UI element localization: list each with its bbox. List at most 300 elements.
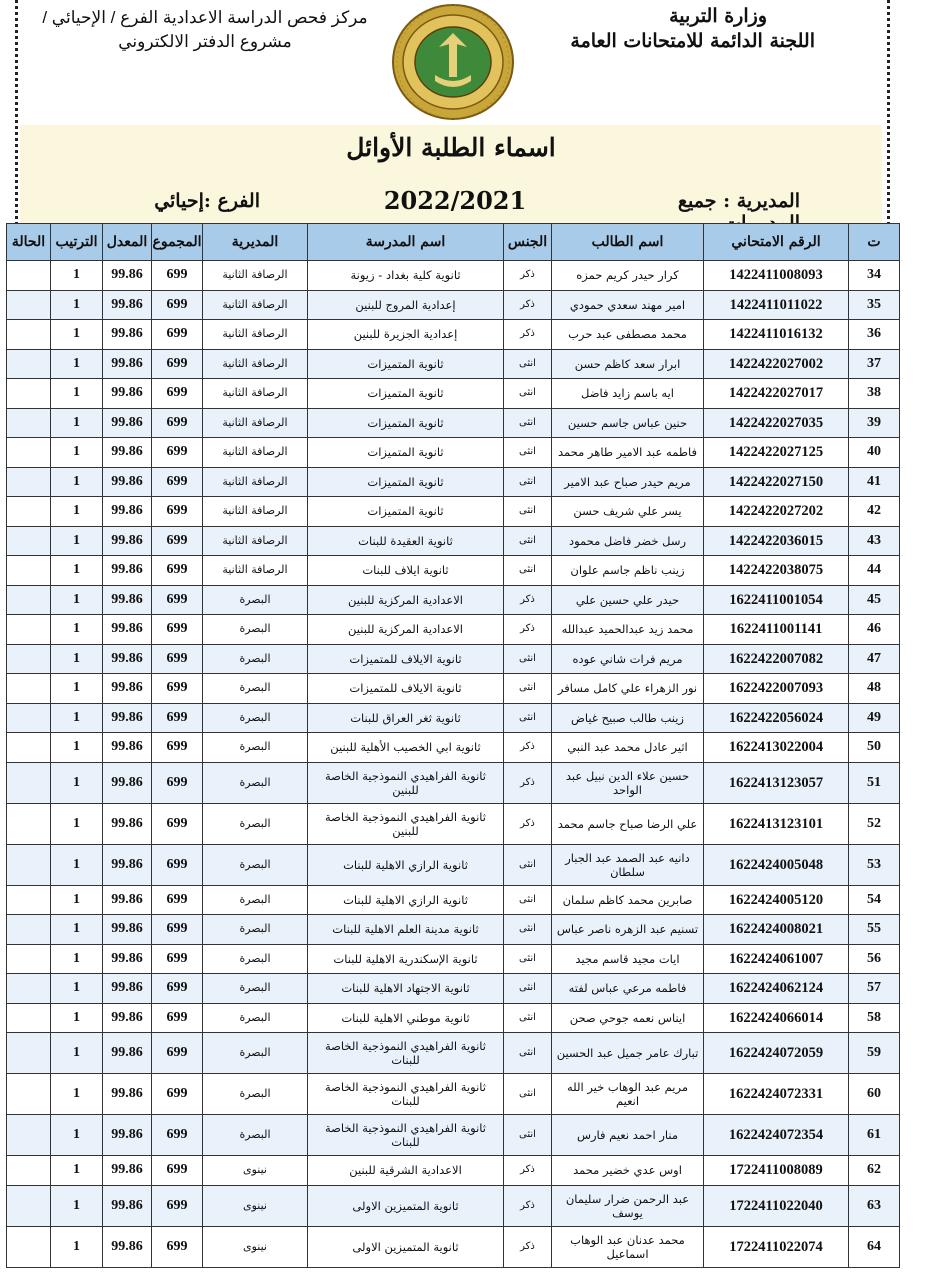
table-row xyxy=(7,1226,900,1267)
header-directorate: المديرية xyxy=(203,224,308,261)
table-row xyxy=(7,497,900,527)
school-cell: ثانوية المتميزات xyxy=(308,379,504,409)
table-row xyxy=(7,944,900,974)
total-cell: 699 xyxy=(152,615,203,645)
table-row xyxy=(7,1156,900,1186)
exam-number-cell: 1622424005048 xyxy=(704,844,849,885)
sex-cell: انثى xyxy=(504,349,552,379)
status-cell xyxy=(7,408,51,438)
table-row xyxy=(7,585,900,615)
average-cell: 99.86 xyxy=(103,585,152,615)
rank-cell: 1 xyxy=(51,615,103,645)
seq-cell: 37 xyxy=(849,349,900,379)
rank-cell: 1 xyxy=(51,320,103,350)
exam-number-cell: 1622424072354 xyxy=(704,1115,849,1156)
status-cell xyxy=(7,674,51,704)
center-line-1: مركز فحص الدراسة الاعدادية الفرع / الإحيائي / xyxy=(42,8,368,27)
average-cell: 99.86 xyxy=(103,349,152,379)
table-row xyxy=(7,467,900,497)
table-row xyxy=(7,844,900,885)
school-cell: ثانوية الفراهيدي النموذجية الخاصة للبنات xyxy=(308,1074,504,1115)
seq-cell: 50 xyxy=(849,733,900,763)
directorate-cell: البصرة xyxy=(203,885,308,915)
school-cell: ثانوية ثغر العراق للبنات xyxy=(308,703,504,733)
seq-cell: 38 xyxy=(849,379,900,409)
header-sex: الجنس xyxy=(504,224,552,261)
ministry-name: وزارة التربية xyxy=(669,5,767,27)
table-row xyxy=(7,290,900,320)
total-cell: 699 xyxy=(152,674,203,704)
sex-cell: انثى xyxy=(504,1033,552,1074)
rank-cell: 1 xyxy=(51,438,103,468)
average-cell: 99.86 xyxy=(103,290,152,320)
directorate-cell: الرصافة الثانية xyxy=(203,349,308,379)
directorate-cell: البصرة xyxy=(203,803,308,844)
center-line-2: مشروع الدفتر الالكتروني xyxy=(118,32,292,51)
total-cell: 699 xyxy=(152,526,203,556)
sex-cell: ذكر xyxy=(504,1156,552,1186)
status-cell xyxy=(7,467,51,497)
status-cell xyxy=(7,526,51,556)
average-cell: 99.86 xyxy=(103,885,152,915)
status-cell xyxy=(7,320,51,350)
rank-cell: 1 xyxy=(51,803,103,844)
student-name-cell: عبد الرحمن ضرار سليمان يوسف xyxy=(552,1185,704,1226)
student-name-cell: رسل خضر فاضل محمود xyxy=(552,526,704,556)
status-cell xyxy=(7,349,51,379)
student-name-cell: اوس عدي خضير محمد xyxy=(552,1156,704,1186)
school-cell: ثانوية ابي الخصيب الأهلية للبنين xyxy=(308,733,504,763)
exam-number-cell: 1722411008089 xyxy=(704,1156,849,1186)
total-cell: 699 xyxy=(152,438,203,468)
sex-cell: انثى xyxy=(504,703,552,733)
average-cell: 99.86 xyxy=(103,844,152,885)
average-cell: 99.86 xyxy=(103,497,152,527)
sex-cell: ذكر xyxy=(504,1185,552,1226)
status-cell xyxy=(7,379,51,409)
directorate-cell: الرصافة الثانية xyxy=(203,467,308,497)
seq-cell: 63 xyxy=(849,1185,900,1226)
seq-cell: 34 xyxy=(849,261,900,291)
student-name-cell: صابرين محمد كاظم سلمان xyxy=(552,885,704,915)
seq-cell: 54 xyxy=(849,885,900,915)
status-cell xyxy=(7,1156,51,1186)
directorate-cell: الرصافة الثانية xyxy=(203,438,308,468)
rank-cell: 1 xyxy=(51,497,103,527)
header-seq: ت xyxy=(849,224,900,261)
ministry-header xyxy=(555,4,815,54)
header-total: المجموع xyxy=(152,224,203,261)
directorate-cell: الرصافة الثانية xyxy=(203,408,308,438)
status-cell xyxy=(7,1185,51,1226)
table-row xyxy=(7,438,900,468)
rank-cell: 1 xyxy=(51,349,103,379)
average-cell: 99.86 xyxy=(103,1185,152,1226)
student-name-cell: زينب ناظم جاسم علوان xyxy=(552,556,704,586)
table-row xyxy=(7,915,900,945)
rank-cell: 1 xyxy=(51,379,103,409)
sex-cell: انثى xyxy=(504,408,552,438)
rank-cell: 1 xyxy=(51,703,103,733)
table-row xyxy=(7,644,900,674)
status-cell xyxy=(7,497,51,527)
table-row xyxy=(7,703,900,733)
average-cell: 99.86 xyxy=(103,556,152,586)
sex-cell: ذكر xyxy=(504,585,552,615)
average-cell: 99.86 xyxy=(103,1226,152,1267)
sex-cell: انثى xyxy=(504,644,552,674)
school-cell: ثانوية الفراهيدي النموذجية الخاصة للبنين xyxy=(308,762,504,803)
average-cell: 99.86 xyxy=(103,915,152,945)
rank-cell: 1 xyxy=(51,556,103,586)
directorate-cell: البصرة xyxy=(203,1115,308,1156)
total-cell: 699 xyxy=(152,703,203,733)
average-cell: 99.86 xyxy=(103,1074,152,1115)
total-cell: 699 xyxy=(152,497,203,527)
academic-year: 2022/2021 xyxy=(383,186,527,215)
school-cell: ثانوية الإسكندرية الاهلية للبنات xyxy=(308,944,504,974)
directorate-cell: البصرة xyxy=(203,1033,308,1074)
average-cell: 99.86 xyxy=(103,944,152,974)
student-name-cell: كرار حيدر كريم حمزه xyxy=(552,261,704,291)
seq-cell: 46 xyxy=(849,615,900,645)
exam-number-cell: 1622413123101 xyxy=(704,803,849,844)
total-cell: 699 xyxy=(152,1185,203,1226)
sex-cell: ذكر xyxy=(504,762,552,803)
exam-number-cell: 1622424072331 xyxy=(704,1074,849,1115)
school-cell: الاعدادية المركزية للبنين xyxy=(308,585,504,615)
rank-cell: 1 xyxy=(51,1185,103,1226)
total-cell: 699 xyxy=(152,379,203,409)
total-cell: 699 xyxy=(152,1003,203,1033)
status-cell xyxy=(7,261,51,291)
page-title: اسماء الطلبة الأوائل xyxy=(346,133,556,162)
exam-number-cell: 1422422027017 xyxy=(704,379,849,409)
exam-number-cell: 1422422027002 xyxy=(704,349,849,379)
directorate-cell: البصرة xyxy=(203,944,308,974)
average-cell: 99.86 xyxy=(103,1156,152,1186)
total-cell: 699 xyxy=(152,261,203,291)
seq-cell: 35 xyxy=(849,290,900,320)
total-cell: 699 xyxy=(152,349,203,379)
average-cell: 99.86 xyxy=(103,762,152,803)
average-cell: 99.86 xyxy=(103,320,152,350)
exam-number-cell: 1622424061007 xyxy=(704,944,849,974)
directorate-cell: البصرة xyxy=(203,915,308,945)
table-row xyxy=(7,674,900,704)
exam-number-cell: 1622424008021 xyxy=(704,915,849,945)
average-cell: 99.86 xyxy=(103,615,152,645)
rank-cell: 1 xyxy=(51,408,103,438)
exam-number-cell: 1422422027125 xyxy=(704,438,849,468)
school-cell: ثانوية المتميزات xyxy=(308,467,504,497)
student-name-cell: فاطمه عبد الامير طاهر محمد xyxy=(552,438,704,468)
exam-number-cell: 1622422056024 xyxy=(704,703,849,733)
seq-cell: 59 xyxy=(849,1033,900,1074)
header-average: المعدل xyxy=(103,224,152,261)
directorate-cell: نينوى xyxy=(203,1226,308,1267)
student-name-cell: حنين عباس جاسم حسين xyxy=(552,408,704,438)
sex-cell: ذكر xyxy=(504,803,552,844)
exam-number-cell: 1622411001054 xyxy=(704,585,849,615)
school-cell: ثانوية الفراهيدي النموذجية الخاصة للبنات xyxy=(308,1115,504,1156)
total-cell: 699 xyxy=(152,1156,203,1186)
student-name-cell: دانيه عبد الصمد عبد الجبار سلطان xyxy=(552,844,704,885)
seq-cell: 61 xyxy=(849,1115,900,1156)
student-name-cell: تبارك عامر جميل عبد الحسين xyxy=(552,1033,704,1074)
branch-label: الفرع :إحيائي xyxy=(154,190,260,212)
status-cell xyxy=(7,615,51,645)
exam-number-cell: 1422422038075 xyxy=(704,556,849,586)
average-cell: 99.86 xyxy=(103,674,152,704)
total-cell: 699 xyxy=(152,885,203,915)
status-cell xyxy=(7,1033,51,1074)
seq-cell: 36 xyxy=(849,320,900,350)
exam-number-cell: 1622411001141 xyxy=(704,615,849,645)
total-cell: 699 xyxy=(152,467,203,497)
school-cell: ثانوية المتميزات xyxy=(308,497,504,527)
total-cell: 699 xyxy=(152,644,203,674)
status-cell xyxy=(7,290,51,320)
seq-cell: 47 xyxy=(849,644,900,674)
status-cell xyxy=(7,974,51,1004)
rank-cell: 1 xyxy=(51,467,103,497)
status-cell xyxy=(7,438,51,468)
table-row xyxy=(7,974,900,1004)
status-cell xyxy=(7,556,51,586)
sex-cell: انثى xyxy=(504,526,552,556)
school-cell: الاعدادية المركزية للبنين xyxy=(308,615,504,645)
average-cell: 99.86 xyxy=(103,1003,152,1033)
exam-number-cell: 1622413123057 xyxy=(704,762,849,803)
total-cell: 699 xyxy=(152,762,203,803)
rank-cell: 1 xyxy=(51,674,103,704)
bottom-margin xyxy=(0,1272,925,1280)
status-cell xyxy=(7,762,51,803)
directorate-cell: البصرة xyxy=(203,644,308,674)
school-cell: ثانوية الرازي الاهلية للبنات xyxy=(308,885,504,915)
directorate-cell: الرصافة الثانية xyxy=(203,497,308,527)
total-cell: 699 xyxy=(152,974,203,1004)
rank-cell: 1 xyxy=(51,762,103,803)
rank-cell: 1 xyxy=(51,844,103,885)
sex-cell: انثى xyxy=(504,1115,552,1156)
status-cell xyxy=(7,1074,51,1115)
sex-cell: انثى xyxy=(504,1003,552,1033)
school-cell: الاعدادية الشرقية للبنين xyxy=(308,1156,504,1186)
table-row xyxy=(7,1033,900,1074)
school-cell: ثانوية العقيدة للبنات xyxy=(308,526,504,556)
sex-cell: ذكر xyxy=(504,261,552,291)
total-cell: 699 xyxy=(152,915,203,945)
average-cell: 99.86 xyxy=(103,803,152,844)
student-name-cell: ايات مجيد قاسم مجيد xyxy=(552,944,704,974)
status-cell xyxy=(7,803,51,844)
directorate-cell: الرصافة الثانية xyxy=(203,556,308,586)
header-name: اسم الطالب xyxy=(552,224,704,261)
table-row xyxy=(7,762,900,803)
status-cell xyxy=(7,703,51,733)
school-cell: ثانوية الفراهيدي النموذجية الخاصة للبنات xyxy=(308,1033,504,1074)
total-cell: 699 xyxy=(152,585,203,615)
average-cell: 99.86 xyxy=(103,408,152,438)
seq-cell: 62 xyxy=(849,1156,900,1186)
total-cell: 699 xyxy=(152,320,203,350)
average-cell: 99.86 xyxy=(103,467,152,497)
sex-cell: ذكر xyxy=(504,615,552,645)
student-name-cell: مريم فرات شاني عوده xyxy=(552,644,704,674)
total-cell: 699 xyxy=(152,290,203,320)
seq-cell: 58 xyxy=(849,1003,900,1033)
directorate-cell: نينوى xyxy=(203,1185,308,1226)
status-cell xyxy=(7,1115,51,1156)
directorate-cell: الرصافة الثانية xyxy=(203,379,308,409)
sex-cell: انثى xyxy=(504,467,552,497)
student-name-cell: حسين علاء الدين نبيل عبد الواحد xyxy=(552,762,704,803)
sex-cell: انثى xyxy=(504,844,552,885)
seq-cell: 42 xyxy=(849,497,900,527)
header-exam-no: الرقم الامتحاني xyxy=(704,224,849,261)
table-header-row xyxy=(7,224,900,261)
table-row xyxy=(7,349,900,379)
exam-number-cell: 1622422007082 xyxy=(704,644,849,674)
total-cell: 699 xyxy=(152,1226,203,1267)
status-cell xyxy=(7,915,51,945)
rank-cell: 1 xyxy=(51,1226,103,1267)
directorate-label: المديرية : جميع xyxy=(677,190,800,212)
top-students-table xyxy=(6,223,900,1268)
table-row xyxy=(7,803,900,844)
status-cell xyxy=(7,944,51,974)
total-cell: 699 xyxy=(152,408,203,438)
sex-cell: انثى xyxy=(504,915,552,945)
average-cell: 99.86 xyxy=(103,644,152,674)
school-cell: ثانوية المتميزين الاولى xyxy=(308,1226,504,1267)
student-name-cell: ابرار سعد كاظم حسن xyxy=(552,349,704,379)
total-cell: 699 xyxy=(152,803,203,844)
directorate-cell: البصرة xyxy=(203,1074,308,1115)
rank-cell: 1 xyxy=(51,944,103,974)
sex-cell: انثى xyxy=(504,674,552,704)
table-row xyxy=(7,1115,900,1156)
seq-cell: 41 xyxy=(849,467,900,497)
exam-number-cell: 1622413022004 xyxy=(704,733,849,763)
seq-cell: 60 xyxy=(849,1074,900,1115)
average-cell: 99.86 xyxy=(103,974,152,1004)
exam-number-cell: 1422411011022 xyxy=(704,290,849,320)
right-dotted-border xyxy=(887,0,890,225)
average-cell: 99.86 xyxy=(103,438,152,468)
exam-number-cell: 1422411016132 xyxy=(704,320,849,350)
directorate-cell: الرصافة الثانية xyxy=(203,526,308,556)
student-name-cell: يسر علي شريف حسن xyxy=(552,497,704,527)
exam-number-cell: 1722411022074 xyxy=(704,1226,849,1267)
average-cell: 99.86 xyxy=(103,703,152,733)
school-cell: ثانوية موطني الاهلية للبنات xyxy=(308,1003,504,1033)
average-cell: 99.86 xyxy=(103,379,152,409)
seq-cell: 39 xyxy=(849,408,900,438)
total-cell: 699 xyxy=(152,556,203,586)
exam-number-cell: 1422422027202 xyxy=(704,497,849,527)
average-cell: 99.86 xyxy=(103,526,152,556)
table-row xyxy=(7,526,900,556)
seq-cell: 43 xyxy=(849,526,900,556)
rank-cell: 1 xyxy=(51,644,103,674)
school-cell: ثانوية ايلاف للبنات xyxy=(308,556,504,586)
seq-cell: 56 xyxy=(849,944,900,974)
average-cell: 99.86 xyxy=(103,1115,152,1156)
seq-cell: 64 xyxy=(849,1226,900,1267)
rank-cell: 1 xyxy=(51,526,103,556)
exam-number-cell: 1422411008093 xyxy=(704,261,849,291)
exam-number-cell: 1622424066014 xyxy=(704,1003,849,1033)
seq-cell: 45 xyxy=(849,585,900,615)
total-cell: 699 xyxy=(152,1115,203,1156)
seq-cell: 57 xyxy=(849,974,900,1004)
rank-cell: 1 xyxy=(51,733,103,763)
left-dotted-border xyxy=(15,0,18,225)
seq-cell: 49 xyxy=(849,703,900,733)
student-name-cell: علي الرضا صباح جاسم محمد xyxy=(552,803,704,844)
sex-cell: ذكر xyxy=(504,733,552,763)
directorate-cell: البصرة xyxy=(203,974,308,1004)
rank-cell: 1 xyxy=(51,915,103,945)
directorate-cell: البصرة xyxy=(203,1003,308,1033)
rank-cell: 1 xyxy=(51,290,103,320)
average-cell: 99.86 xyxy=(103,261,152,291)
directorate-cell: الرصافة الثانية xyxy=(203,320,308,350)
seq-cell: 52 xyxy=(849,803,900,844)
header-school: اسم المدرسة xyxy=(308,224,504,261)
student-name-cell: محمد عدنان عبد الوهاب اسماعيل xyxy=(552,1226,704,1267)
school-cell: ثانوية الايلاف للمتميزات xyxy=(308,644,504,674)
exam-number-cell: 1622424072059 xyxy=(704,1033,849,1074)
exam-number-cell: 1422422027035 xyxy=(704,408,849,438)
table-row xyxy=(7,733,900,763)
sex-cell: انثى xyxy=(504,885,552,915)
student-name-cell: تسنيم عبد الزهره ناصر عباس xyxy=(552,915,704,945)
rank-cell: 1 xyxy=(51,261,103,291)
school-cell: ثانوية المتميزين الاولى xyxy=(308,1185,504,1226)
student-name-cell: محمد مصطفى عبد حرب xyxy=(552,320,704,350)
student-name-cell: فاطمه مرعي عباس لفته xyxy=(552,974,704,1004)
header-status: الحالة xyxy=(7,224,51,261)
school-cell: إعدادية الجزيرة للبنين xyxy=(308,320,504,350)
school-cell: ثانوية الفراهيدي النموذجية الخاصة للبنين xyxy=(308,803,504,844)
total-cell: 699 xyxy=(152,1033,203,1074)
table-row xyxy=(7,556,900,586)
table-row xyxy=(7,379,900,409)
school-cell: إعدادية المروج للبنين xyxy=(308,290,504,320)
table-row xyxy=(7,1003,900,1033)
table-row xyxy=(7,261,900,291)
student-name-cell: محمد زيد عبدالحميد عبدالله xyxy=(552,615,704,645)
header-rank: الترتيب xyxy=(51,224,103,261)
directorate-cell: نينوى xyxy=(203,1156,308,1186)
exam-number-cell: 1722411022040 xyxy=(704,1185,849,1226)
status-cell xyxy=(7,844,51,885)
total-cell: 699 xyxy=(152,733,203,763)
sex-cell: انثى xyxy=(504,379,552,409)
exam-number-cell: 1622424062124 xyxy=(704,974,849,1004)
center-header xyxy=(30,6,380,54)
seq-cell: 53 xyxy=(849,844,900,885)
school-cell: ثانوية المتميزات xyxy=(308,349,504,379)
school-cell: ثانوية الايلاف للمتميزات xyxy=(308,674,504,704)
exam-number-cell: 1422422036015 xyxy=(704,526,849,556)
directorate-cell: الرصافة الثانية xyxy=(203,290,308,320)
status-cell xyxy=(7,644,51,674)
